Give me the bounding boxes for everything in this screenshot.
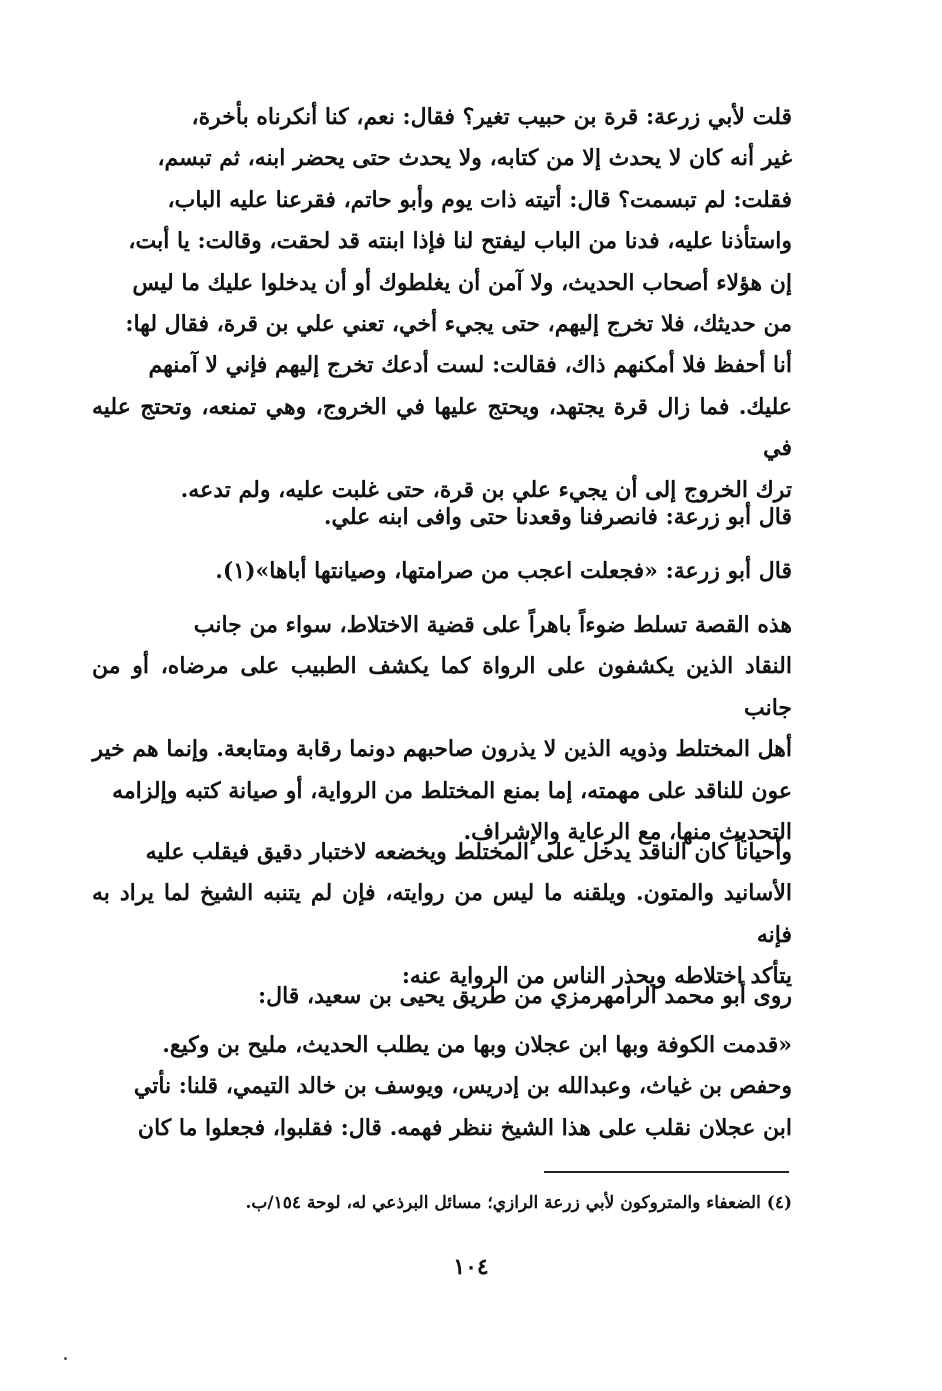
paragraph-text: قلت لأبي زرعة: قرة بن حبيب تغير؟ فقال: نعم، كنا أنكرناه بأخرة، غير أنه كان لا يحدث إلا من كتابه، ولا يحدث حتى يحضر ابنه، ثم تبسم، فقلت: لم تبسمت؟ قال: أتيته ذات يوم وأبو حاتم، فقرعنا عليه الباب، واستأذنا عليه، فدنا من الباب ليفتح لنا فإذا ابنته قد لحقت، وقالت: يا أبت، إن هؤلاء أصحاب الحديث، ولا آمن أن يغلطوك أو أن يدخلوا عليك ما ليس من حديثك، فلا تخرج إليهم، حتى يجيء أخي، تعني علي بن قرة، فقال لها: أنا أحفظ فلا أمكنهم ذاك، فقالت: لست أدعك تخرج إليهم فإني لا آمنهم عليك. فما زال قرة يجتهد، ويحتج عليها في الخروج، وهي تمنعه، وتحتج عليه في ترك الخروج إلى أن يجيء علي بن قرة، حتى غلبت عليه، ولم تدعه. (92, 104, 792, 503)
paragraph-commentary (92, 605, 792, 853)
paragraph-narration-quote (92, 1025, 792, 1149)
page-number: ١٠٤ (453, 1254, 489, 1280)
paragraph-text: قال أبو زرعة: فانصرفنا وقعدنا حتى وافى ابنه علي. (323, 504, 792, 530)
paragraph-critic-testing (92, 832, 792, 998)
footnote: (٤) الضعفاء والمتروكون لأبي زرعة الرازي؛ مسائل البرذعي له، لوحة ١٥٤/ب. (245, 1193, 792, 1213)
paragraph-abu-zura-remark (92, 551, 792, 592)
footnote-divider (544, 1171, 789, 1173)
paragraph-text: وأحياناً كان الناقد يدخل على المختلط ويخضعه لاختبار دقيق فيقلب عليه الأسانيد والمتون. ويلقنه ما ليس من روايته، فإن لم يتنبه الشيخ لما يراد به فإنه يتأكد اختلاطه ويحذر الناس من الرواية عنه: (92, 839, 792, 990)
scan-speck (64, 1357, 67, 1360)
paragraph-text: هذه القصة تسلط ضوءاً باهراً على قضية الاختلاط، سواء من جانب النقاد الذين يكشفون على الرواة كما يكشف الطبيب على مرضاه، أو من جانب أهل المختلط وذويه الذين لا يذرون صاحبهم دونما رقابة ومتابعة. وإنما هم خير عون للناقد على مهمته، إما بمنع المختلط من الرواية، أو صيانة كتبه وإلزامه التحديث منها، مع الرعاية والإشراف. (92, 612, 792, 846)
paragraph-narration-intro (92, 976, 792, 1017)
paragraph-abu-zura-departure (92, 497, 792, 538)
paragraph-text: «قدمت الكوفة وبها ابن عجلان وبها من يطلب الحديث، مليح بن وكيع. وحفص بن غياث، وعبدالله بن إدريس، ويوسف بن خالد التيمي، قلنا: نأتي ابن عجلان نقلب على هذا الشيخ ننظر فهمه. قال: فقلبوا، فجعلوا ما كان (133, 1032, 792, 1141)
paragraph-text: روى أبو محمد الرامهرمزي من طريق يحيى بن سعيد، قال: (257, 983, 792, 1009)
paragraph-text: قال أبو زرعة: «فجعلت اعجب من صرامتها، وصيانتها أباها»(١). (215, 558, 792, 584)
paragraph-quote-abu-zura (92, 97, 792, 511)
